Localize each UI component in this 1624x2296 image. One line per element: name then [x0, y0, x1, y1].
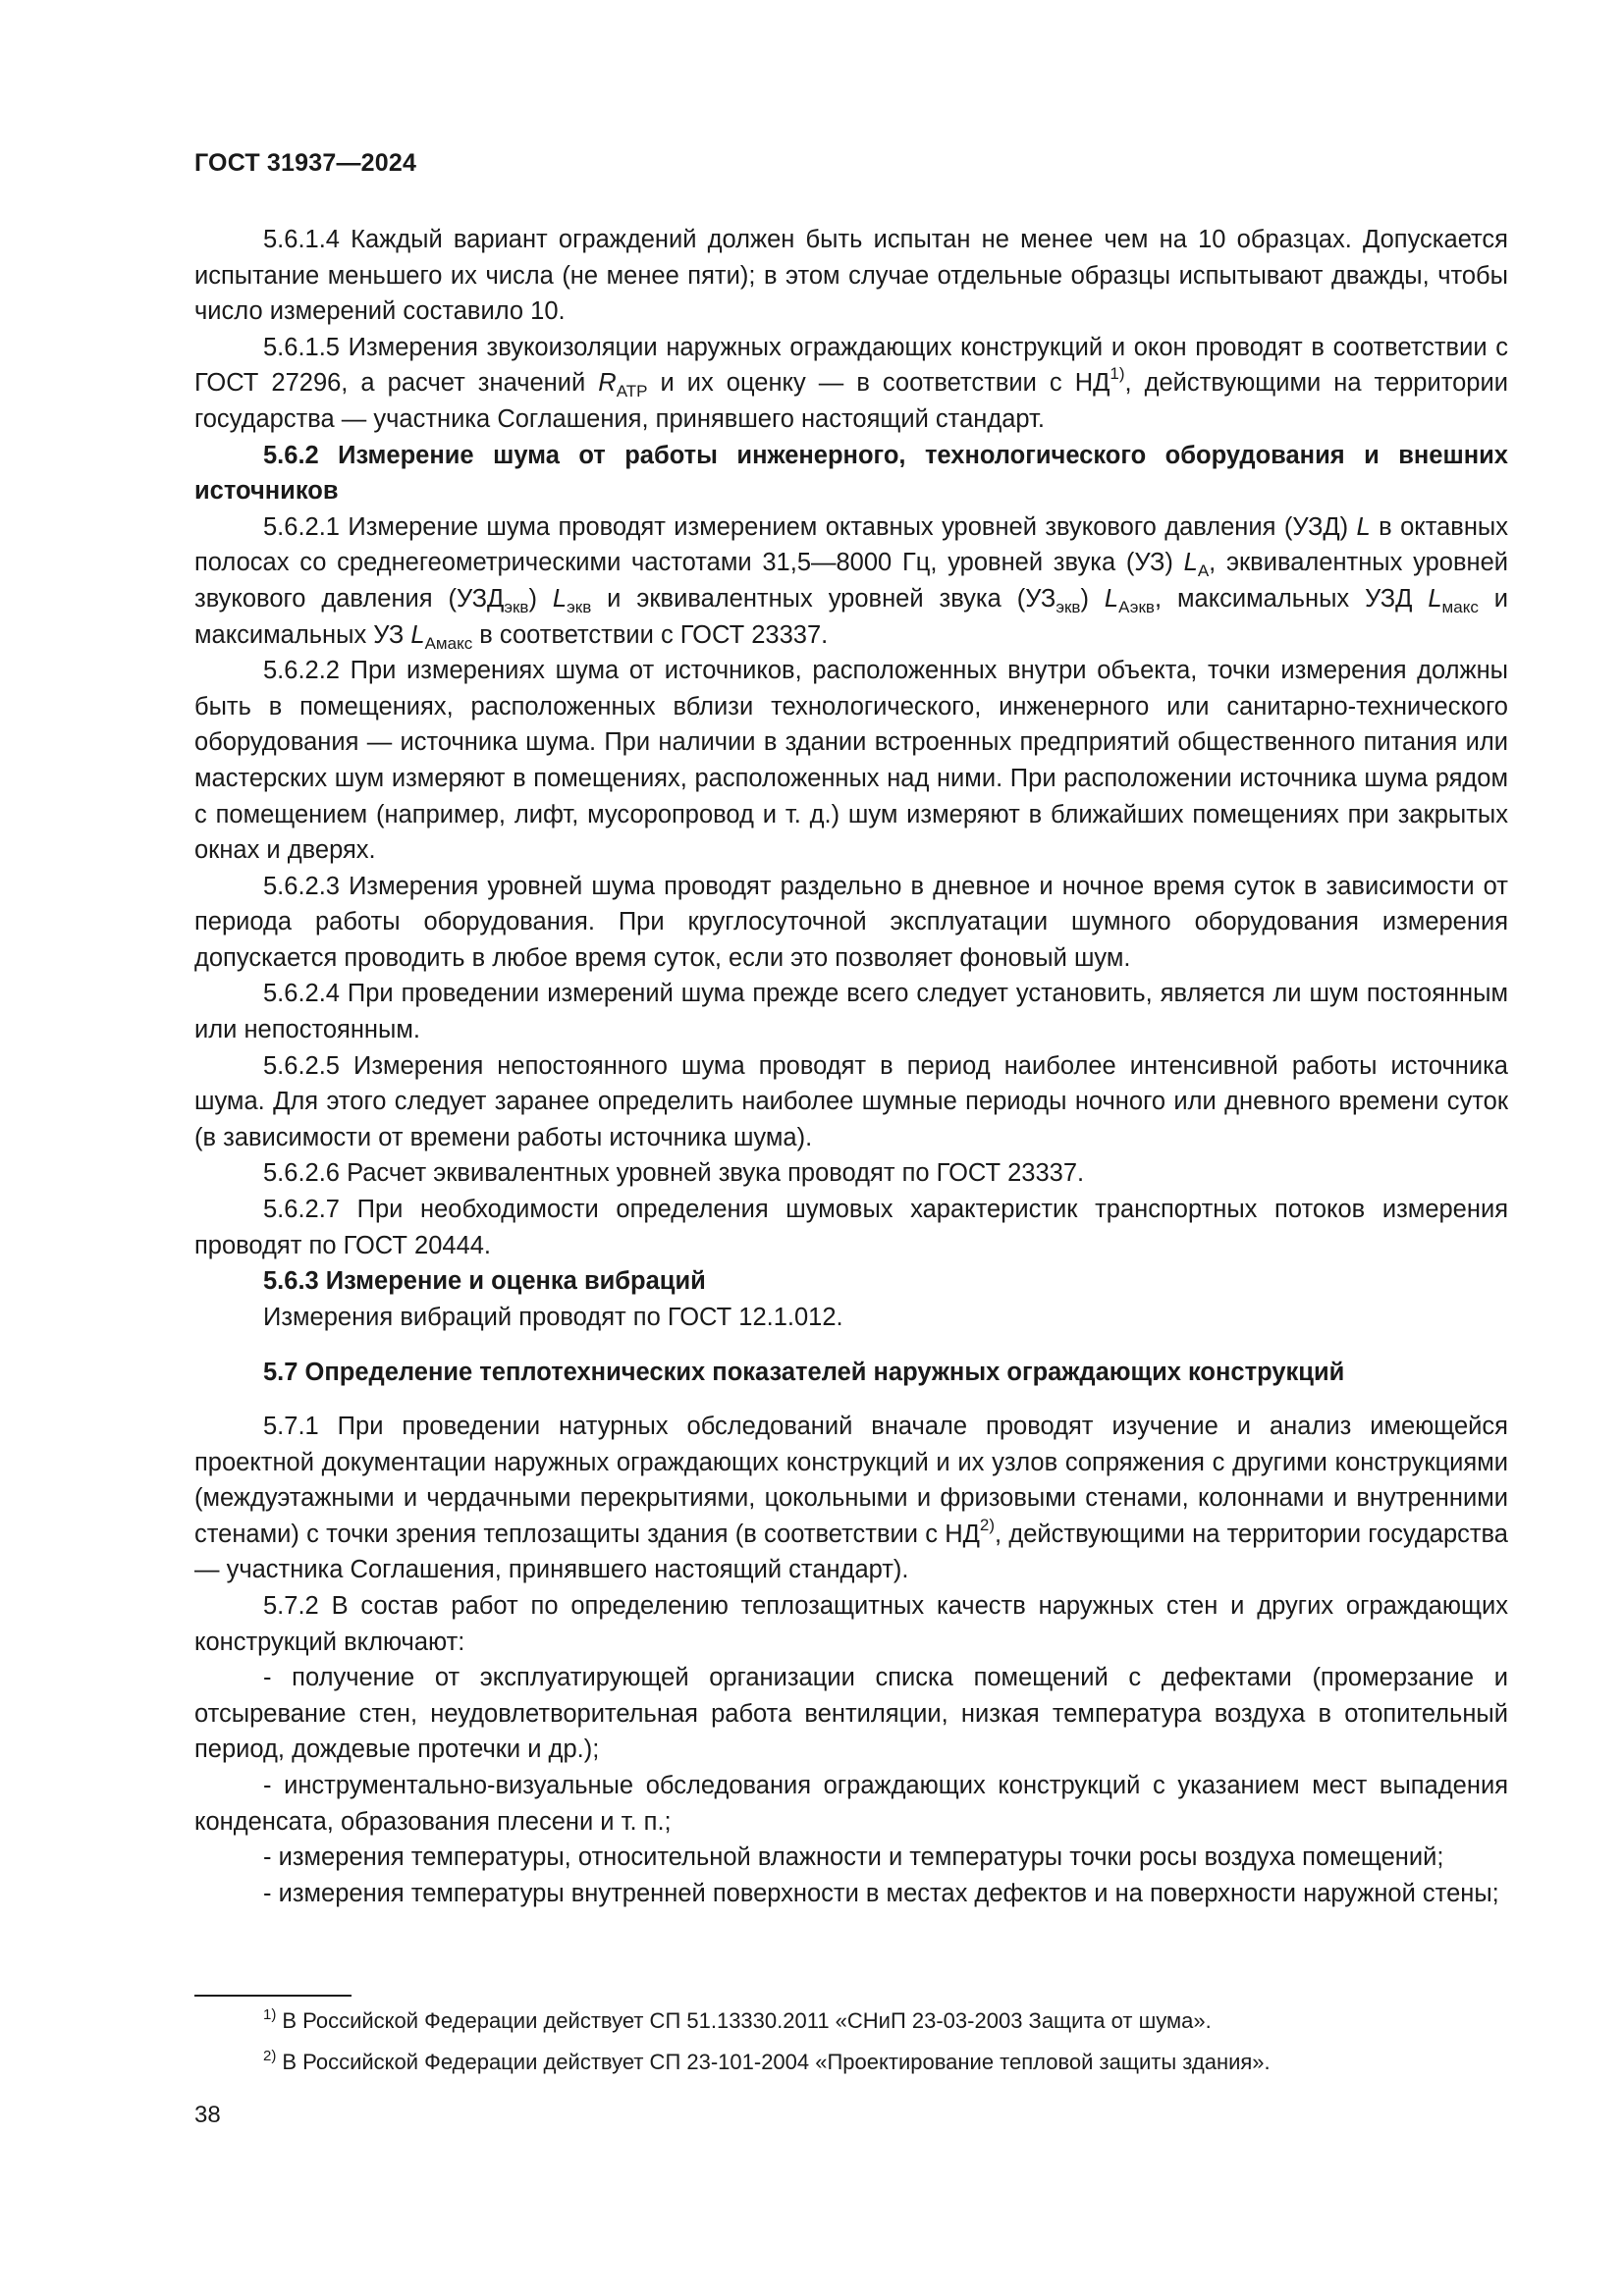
footnote-ref-2: 2) [979, 1515, 996, 1534]
paragraph-5-7-2: 5.7.2 В состав работ по определению теплозащитных качеств наружных стен и других ограждающих конструкций включают: [194, 1591, 1508, 1656]
heading-5-6-2: 5.6.2 Измерение шума от работы инженерного, технологического оборудования и внешних источников [194, 441, 1508, 506]
paragraph-5-6-2-3: 5.6.2.3 Измерения уровней шума проводят раздельно в дневное и ночное время суток в зависимости от периода работы оборудования. При круглосуточной эксплуатации шумного оборудования измерения допускается проводить в любое время суток, если это позволяет фоновый шум. [194, 872, 1508, 972]
paragraph-5-6-2-1: 5.6.2.1 Измерение шума проводят измерением октавных уровней звукового давления (УЗД) L в октавных полосах со среднегеометрическими частотами 31,5—8000 Гц, уровней звука (УЗ) $L_А$, эквивалентных уровней звукового давления $(УЗД_{экв})$ $L_{экв}$ и эквивалентных уровней звука $(УЗ_{экв})$ $L_{Аэкв}$, максимальных УЗД $L_{макс}$ и максимальных УЗ $L_{Амакс}$ в соответствии с ГОСТ 23337. [194, 512, 1509, 653]
paragraph-5-6-1-5: 5.6.1.5 Измерения звукоизоляции наружных ограждающих конструкций и окон проводят в соответствии с ГОСТ 27296, а расчет значений $R_{АТР}$ и их оценку — в соответствии с НД$^{1)}$, действующими на территории государства — участника Соглашения, принявшего настоящий стандарт. [194, 333, 1508, 433]
paragraph-5-6-3: Измерения вибраций проводят по ГОСТ 12.1.012. [263, 1303, 843, 1331]
paragraph-5-6-2-2: 5.6.2.2 При измерениях шума от источников, расположенных внутри объекта, точки измерения должны быть в помещениях, расположенных вблизи технологического, инженерного или санитарно-технического оборудования — источника шума. При наличии в здании встроенных предприятий общественного питания или мастерских шум измеряют в помещениях, расположенных над ними. При расположении источника шума рядом с помещением (например, лифт, мусоропровод и т. д.) шум измеряют в ближайших помещениях при закрытых окнах и дверях. [194, 657, 1508, 865]
heading-5-7: 5.7 Определение теплотехнических показателей наружных ограждающих конструкций [263, 1359, 1345, 1387]
list-item: - получение от эксплуатирующей организации списка помещений с дефектами (промерзание и отсыревание стен, неудовлетворительная работа вентиляции, низкая температура воздуха в отопительный период, дождевые протечки и др.); [194, 1664, 1508, 1764]
document-body [194, 222, 1508, 1911]
list-item: - инструментально-визуальные обследования ограждающих конструкций с указанием мест выпадения конденсата, образования плесени и т. п.; [194, 1771, 1508, 1836]
paragraph-5-6-2-5: 5.6.2.5 Измерения непостоянного шума проводят в период наиболее интенсивной работы источника шума. Для этого следует заранее определить наиболее шумные периоды ночного или дневного времени суток (в зависимости от времени работы источника шума). [194, 1051, 1508, 1151]
standard-title: ГОСТ 31937—2024 [194, 149, 417, 177]
paragraph-5-6-1-4: 5.6.1.4 Каждый вариант ограждений должен быть испытан не менее чем на 10 образцах. Допускается испытание меньшего их числа (не менее пяти); в этом случае отдельные образцы испытывают дважды, чтобы число измерений составило 10. [194, 226, 1508, 326]
footnote-2: $^{2)}$ В Российской Федерации действует СП 23-101-2004 «Проектирование тепловой защиты здания». [263, 2048, 1271, 2074]
paragraph-5-7-1: 5.7.1 При проведении натурных обследований вначале проводят изучение и анализ имеющейся проектной документации наружных ограждающих конструкций и их узлов сопряжения с другими конструкциями (междуэтажными и чердачными перекрытиями, цокольными и фризовыми стенами, колоннами и внутренними стенами) с точки зрения теплозащиты здания (в соответствии с НД$^{2)}$, действующими на территории государства — участника Соглашения, принявшего настоящий стандарт). [194, 1413, 1508, 1584]
list-item: - измерения температуры внутренней поверхности в местах дефектов и на поверхности наружной стены; [263, 1879, 1499, 1907]
paragraph-5-6-2-4: 5.6.2.4 При проведении измерений шума прежде всего следует установить, является ли шум постоянным или непостоянным. [194, 980, 1508, 1044]
paragraph-5-6-2-6: 5.6.2.6 Расчет эквивалентных уровней звука проводят по ГОСТ 23337. [263, 1159, 1085, 1188]
footnotes [263, 2001, 1510, 2083]
footnote-divider [194, 1995, 352, 1997]
footnote-ref-1: 1) [1110, 364, 1125, 384]
footnote-1: $^{1)}$ В Российской Федерации действует СП 51.13330.2011 «СНиП 23-03-2003 Защита от шума». [263, 2006, 1212, 2033]
page-number: 38 [194, 2102, 221, 2128]
list-item: - измерения температуры, относительной влажности и температуры точки росы воздуха помещений; [263, 1843, 1444, 1872]
paragraph-5-6-2-7: 5.6.2.7 При необходимости определения шумовых характеристик транспортных потоков измерения проводят по ГОСТ 20444. [194, 1196, 1508, 1259]
heading-5-6-3: 5.6.3 Измерение и оценка вибраций [263, 1267, 706, 1296]
